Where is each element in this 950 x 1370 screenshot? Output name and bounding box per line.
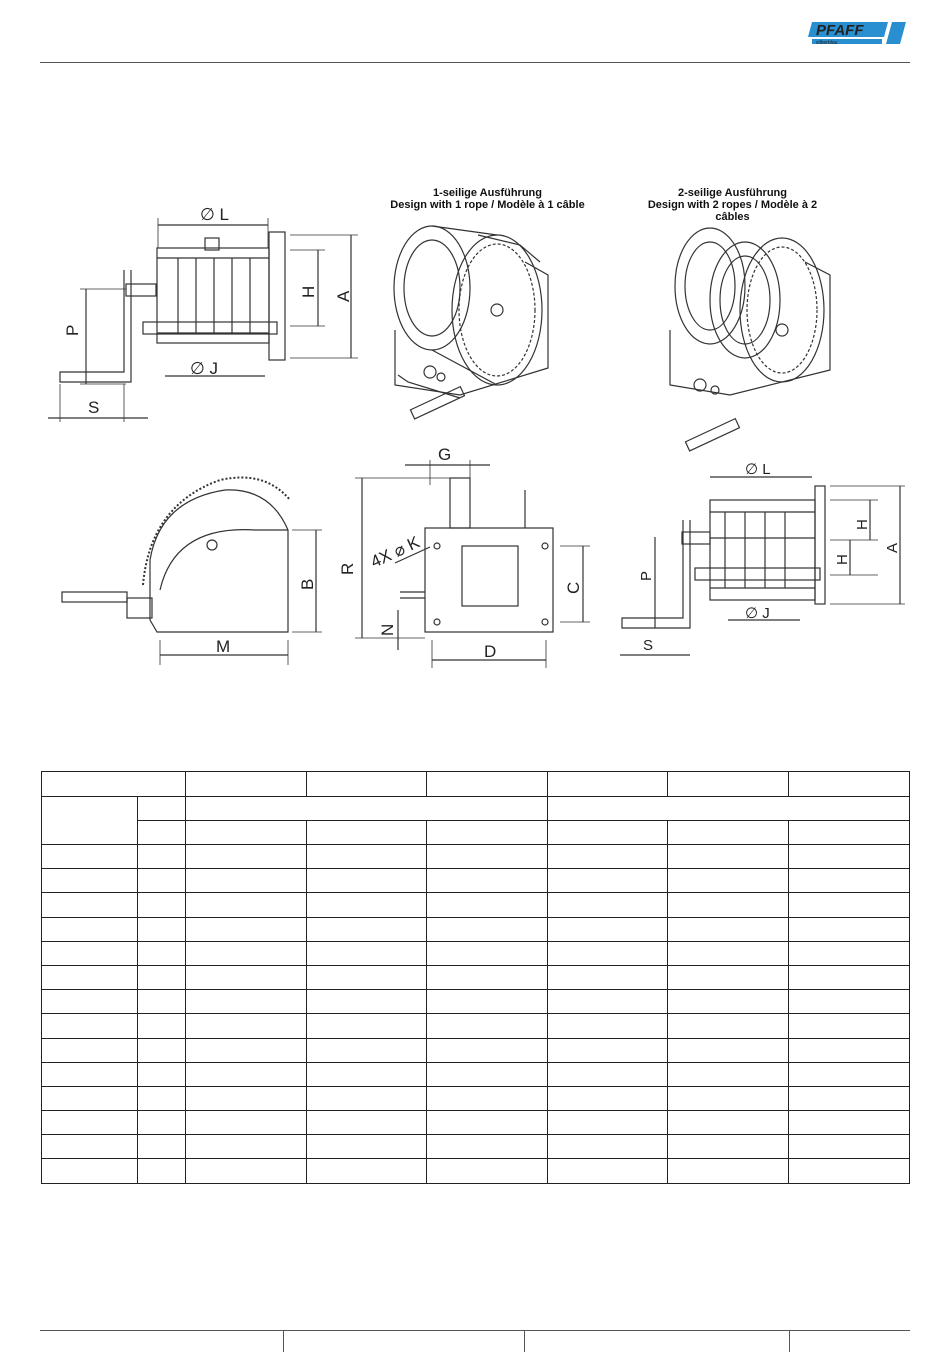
table-cell: [186, 917, 307, 941]
table-cell: [138, 869, 186, 893]
table-cell: [427, 893, 548, 917]
table-cell: [427, 1062, 548, 1086]
table-cell: [668, 1086, 789, 1110]
table-cell: [668, 1159, 789, 1183]
table-cell: [548, 845, 668, 869]
table-row: [42, 1135, 910, 1159]
table-row: [42, 869, 910, 893]
table-cell: [548, 965, 668, 989]
table-row: [42, 917, 910, 941]
table-cell: [668, 917, 789, 941]
table-cell: [186, 1111, 307, 1135]
table-cell: [548, 1014, 668, 1038]
table-cell: [427, 941, 548, 965]
table-cell: [668, 990, 789, 1014]
table-cell: [307, 845, 427, 869]
table-cell: [789, 1038, 910, 1062]
table-cell: [548, 917, 668, 941]
table-cell: [668, 1135, 789, 1159]
table-cell: [186, 1014, 307, 1038]
table-cell: [548, 1038, 668, 1062]
table-cell: [138, 917, 186, 941]
table-row: [42, 845, 910, 869]
table-cell: [789, 1135, 910, 1159]
table-cell: [42, 917, 138, 941]
table-row: [42, 893, 910, 917]
table-cell: [138, 893, 186, 917]
table-cell: [789, 1111, 910, 1135]
table-cell: [42, 1111, 138, 1135]
table-cell: [789, 1062, 910, 1086]
table-cell: [307, 1014, 427, 1038]
table-cell: [789, 1014, 910, 1038]
table-cell: [668, 941, 789, 965]
table-cell: [548, 1135, 668, 1159]
footer-divider: [524, 1330, 525, 1352]
dim-label-A: A: [334, 290, 353, 302]
table-cell: [138, 821, 186, 845]
side-view-drawing: [48, 218, 358, 422]
dim-label-D: D: [484, 642, 497, 661]
table-cell: [789, 772, 910, 797]
table-cell: [42, 797, 138, 845]
dim-label-P-2: P: [638, 570, 655, 581]
table-cell: [42, 1086, 138, 1110]
table-cell: [186, 821, 307, 845]
table-cell: [138, 845, 186, 869]
table-cell: [42, 772, 186, 797]
table-row: [42, 1159, 910, 1183]
table-cell: [307, 869, 427, 893]
table-cell: [668, 1038, 789, 1062]
table-cell: [427, 1014, 548, 1038]
table-cell: [138, 1135, 186, 1159]
dim-label-R: R: [338, 562, 357, 575]
table-cell: [548, 1062, 668, 1086]
table-cell: [427, 990, 548, 1014]
table-cell: [789, 845, 910, 869]
footer-rule: [40, 1330, 910, 1331]
dimension-table: [41, 771, 910, 1184]
table-cell: [548, 893, 668, 917]
dim-label-A-2: A: [884, 542, 901, 553]
dim-label-M: M: [216, 637, 231, 656]
dim-label-S: S: [88, 398, 100, 417]
table-cell: [427, 965, 548, 989]
table-cell: [186, 1159, 307, 1183]
table-cell: [42, 869, 138, 893]
table-group-cell-two-rope: [548, 797, 910, 821]
side-view-two-rope-drawing: [620, 477, 905, 655]
table-cell: [427, 845, 548, 869]
table-cell: [307, 821, 427, 845]
table-cell: [427, 1135, 548, 1159]
table-cell: [668, 821, 789, 845]
dim-label-K: 4X ⌀ K: [367, 532, 423, 572]
table-cell: [307, 990, 427, 1014]
table-cell: [138, 1111, 186, 1135]
table-cell: [42, 1159, 138, 1183]
table-cell: [307, 1038, 427, 1062]
table-cell: [186, 772, 307, 797]
table-group-cell-one-rope: [186, 797, 548, 821]
table-cell: [789, 917, 910, 941]
table-cell: [427, 917, 548, 941]
table-cell: [668, 893, 789, 917]
table-cell: [186, 990, 307, 1014]
table-cell: [186, 893, 307, 917]
table-row: [42, 990, 910, 1014]
table-cell: [789, 893, 910, 917]
table-header-row: [42, 772, 910, 797]
table-cell: [789, 869, 910, 893]
table-cell: [789, 821, 910, 845]
caption-one-rope: 1-seilige Ausführung Design with 1 rope / Modèle à 1 câble: [390, 187, 585, 211]
table-cell: [427, 1038, 548, 1062]
table-cell: [186, 845, 307, 869]
logo-text: PFAFF: [816, 22, 864, 39]
table-cell: [186, 965, 307, 989]
table-cell: [427, 1159, 548, 1183]
table-cell: [307, 1062, 427, 1086]
table-cell: [668, 965, 789, 989]
dim-label-N: N: [378, 623, 397, 636]
table-cell: [307, 893, 427, 917]
gear-side-view-drawing: [62, 478, 322, 666]
table-cell: [548, 1086, 668, 1110]
table-body: [42, 845, 910, 1184]
dim-label-G: G: [438, 445, 452, 464]
table-cell: [138, 990, 186, 1014]
table-row: [42, 965, 910, 989]
caption-two-rope: 2-seilige Ausführung Design with 2 ropes / Modèle à 2 câbles: [647, 187, 818, 223]
table-cell: [138, 1159, 186, 1183]
table-cell: [668, 772, 789, 797]
table-cell: [42, 845, 138, 869]
table-cell: [138, 965, 186, 989]
footer-divider: [789, 1330, 790, 1352]
dim-label-J: ∅ J: [190, 359, 219, 378]
dim-label-S-2: S: [643, 637, 654, 654]
perspective-one-rope-drawing: [394, 226, 548, 419]
table-row: [42, 1111, 910, 1135]
table-cell: [427, 869, 548, 893]
table-cell: [138, 797, 186, 821]
logo-subtext: silberblau: [816, 40, 838, 46]
table-cell: [186, 941, 307, 965]
table-subheader-row: [42, 821, 910, 845]
table-cell: [307, 965, 427, 989]
dim-label-C: C: [564, 581, 583, 594]
table-cell: [427, 821, 548, 845]
table-cell: [186, 869, 307, 893]
table-cell: [548, 990, 668, 1014]
table-cell: [42, 1062, 138, 1086]
table-cell: [548, 941, 668, 965]
table-cell: [307, 941, 427, 965]
table-cell: [668, 1111, 789, 1135]
dim-label-H-2: H: [854, 519, 871, 530]
table-cell: [668, 1062, 789, 1086]
dim-label-H-3: H: [834, 554, 851, 565]
table-cell: [668, 1014, 789, 1038]
table-cell: [186, 1135, 307, 1159]
table-cell: [42, 893, 138, 917]
table-cell: [427, 1086, 548, 1110]
table-cell: [789, 990, 910, 1014]
table-cell: [138, 941, 186, 965]
table-cell: [307, 1111, 427, 1135]
table-cell: [186, 1038, 307, 1062]
table-cell: [307, 1159, 427, 1183]
dim-label-J-2: ∅ J: [745, 605, 770, 622]
table-row: [42, 1038, 910, 1062]
dim-label-L-2: ∅ L: [745, 461, 771, 478]
table-cell: [138, 1086, 186, 1110]
table-row: [42, 1062, 910, 1086]
table-cell: [789, 1159, 910, 1183]
table-cell: [548, 821, 668, 845]
table-row: [42, 941, 910, 965]
table-row: [42, 1014, 910, 1038]
table-cell: [42, 965, 138, 989]
table-cell: [138, 1062, 186, 1086]
table-cell: [548, 869, 668, 893]
perspective-two-rope-drawing: [670, 228, 830, 451]
footer-divider: [283, 1330, 284, 1352]
dim-label-L: ∅ L: [200, 205, 229, 224]
table-cell: [42, 990, 138, 1014]
table-cell: [138, 1038, 186, 1062]
table-cell: [668, 845, 789, 869]
table-cell: [668, 869, 789, 893]
table-cell: [42, 1038, 138, 1062]
table-cell: [307, 1135, 427, 1159]
dim-label-P: P: [63, 324, 82, 336]
table-cell: [789, 941, 910, 965]
table-cell: [789, 965, 910, 989]
table-cell: [307, 917, 427, 941]
table-cell: [138, 1014, 186, 1038]
table-cell: [548, 772, 668, 797]
table-row: [42, 1086, 910, 1110]
table-cell: [789, 1086, 910, 1110]
dim-label-B: B: [298, 578, 317, 590]
table-cell: [548, 1111, 668, 1135]
table-cell: [307, 1086, 427, 1110]
table-cell: [186, 1062, 307, 1086]
table-cell: [427, 1111, 548, 1135]
table-cell: [42, 941, 138, 965]
dim-label-H: H: [299, 285, 318, 298]
table-cell: [42, 1135, 138, 1159]
table-cell: [548, 1159, 668, 1183]
table-cell: [42, 1014, 138, 1038]
table-cell: [427, 772, 548, 797]
table-group-row: [42, 797, 910, 821]
table-cell: [186, 1086, 307, 1110]
table-cell: [307, 772, 427, 797]
